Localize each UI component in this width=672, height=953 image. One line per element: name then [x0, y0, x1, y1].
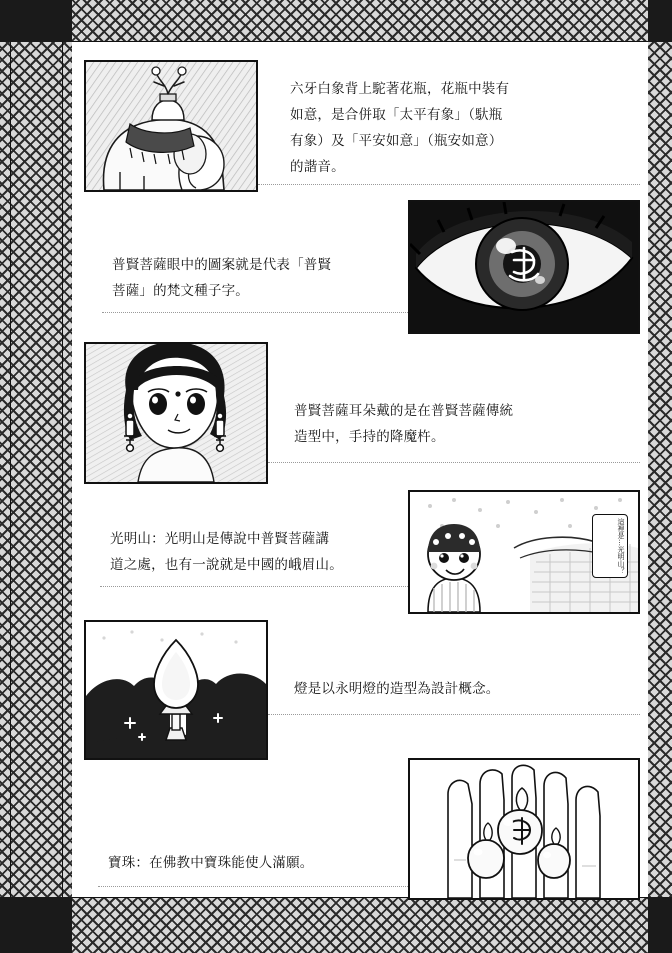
- caption-line: 造型中，手持的降魔杵。: [294, 429, 445, 445]
- page-border-bottom: [0, 897, 672, 953]
- panel-eye-seed-syllable: [408, 200, 640, 334]
- panel-guangming-mountain: [408, 490, 640, 614]
- content-area: [72, 42, 648, 897]
- close-up-eye-icon: [410, 202, 638, 332]
- caption-eye: [112, 252, 402, 304]
- page-border-top: [0, 0, 672, 42]
- caption-line: 六牙白象背上駝著花瓶，花瓶中裝有: [290, 81, 510, 97]
- six-tusked-white-elephant-icon: [86, 62, 256, 190]
- caption-line: 光明山：光明山是傳說中普賢菩薩講: [110, 531, 330, 547]
- caption-underline-jewel: [98, 886, 408, 887]
- caption-line: 有象）及「平安如意」（瓶安如意）: [290, 133, 503, 149]
- panel-eternal-lamp: [84, 620, 268, 760]
- caption-underline-mountain: [100, 586, 408, 587]
- caption-underline-earring: [268, 462, 640, 463]
- speech-bubble-mountain: 這裡是…光明山？: [592, 514, 628, 578]
- caption-line: 寶珠：在佛教中寶珠能使人滿願。: [108, 855, 314, 871]
- panel-white-elephant-vase: [84, 60, 258, 192]
- corner-bottom-left: [0, 897, 72, 953]
- note-row-lamp: [72, 620, 648, 758]
- caption-lamp: [294, 676, 624, 702]
- caption-jewel: [108, 850, 408, 876]
- caption-underline-eye: [102, 312, 408, 313]
- corner-top-left: [0, 0, 72, 42]
- caption-line: 燈是以永明燈的造型為設計概念。: [294, 681, 500, 697]
- note-row-earring: [72, 342, 648, 482]
- caption-mountain: [110, 526, 410, 578]
- note-row-eye: [72, 200, 648, 332]
- panel-wish-jewels: [408, 758, 640, 900]
- panel-face-earring: [84, 342, 268, 484]
- note-row-mountain: [72, 490, 648, 612]
- caption-underline-elephant: [258, 184, 640, 185]
- border-rule-left-outer: [10, 42, 11, 897]
- eternal-lamp-icon: [86, 622, 266, 758]
- girl-face-with-vajra-earring-icon: [86, 344, 266, 482]
- caption-line: 普賢菩薩眼中的圖案就是代表「普賢: [112, 257, 332, 273]
- caption-elephant: [290, 76, 640, 180]
- caption-earring: [294, 398, 624, 450]
- caption-line: 如意，是合併取「太平有象」（馱瓶: [290, 107, 503, 123]
- border-rule-left-inner: [62, 42, 63, 897]
- page-border-right: [648, 0, 672, 953]
- caption-underline-lamp: [268, 714, 640, 715]
- caption-line: 菩薩」的梵文種子字。: [112, 283, 249, 299]
- corner-bottom-right: [648, 897, 672, 953]
- caption-line: 普賢菩薩耳朵戴的是在普賢菩薩傳統: [294, 403, 514, 419]
- note-row-elephant: [72, 60, 648, 190]
- note-row-jewel: [72, 758, 648, 898]
- caption-line: 的諧音。: [290, 159, 345, 175]
- hands-holding-jewels-icon: [410, 760, 638, 898]
- corner-top-right: [648, 0, 672, 42]
- caption-line: 道之處，也有一說就是中國的峨眉山。: [110, 557, 343, 573]
